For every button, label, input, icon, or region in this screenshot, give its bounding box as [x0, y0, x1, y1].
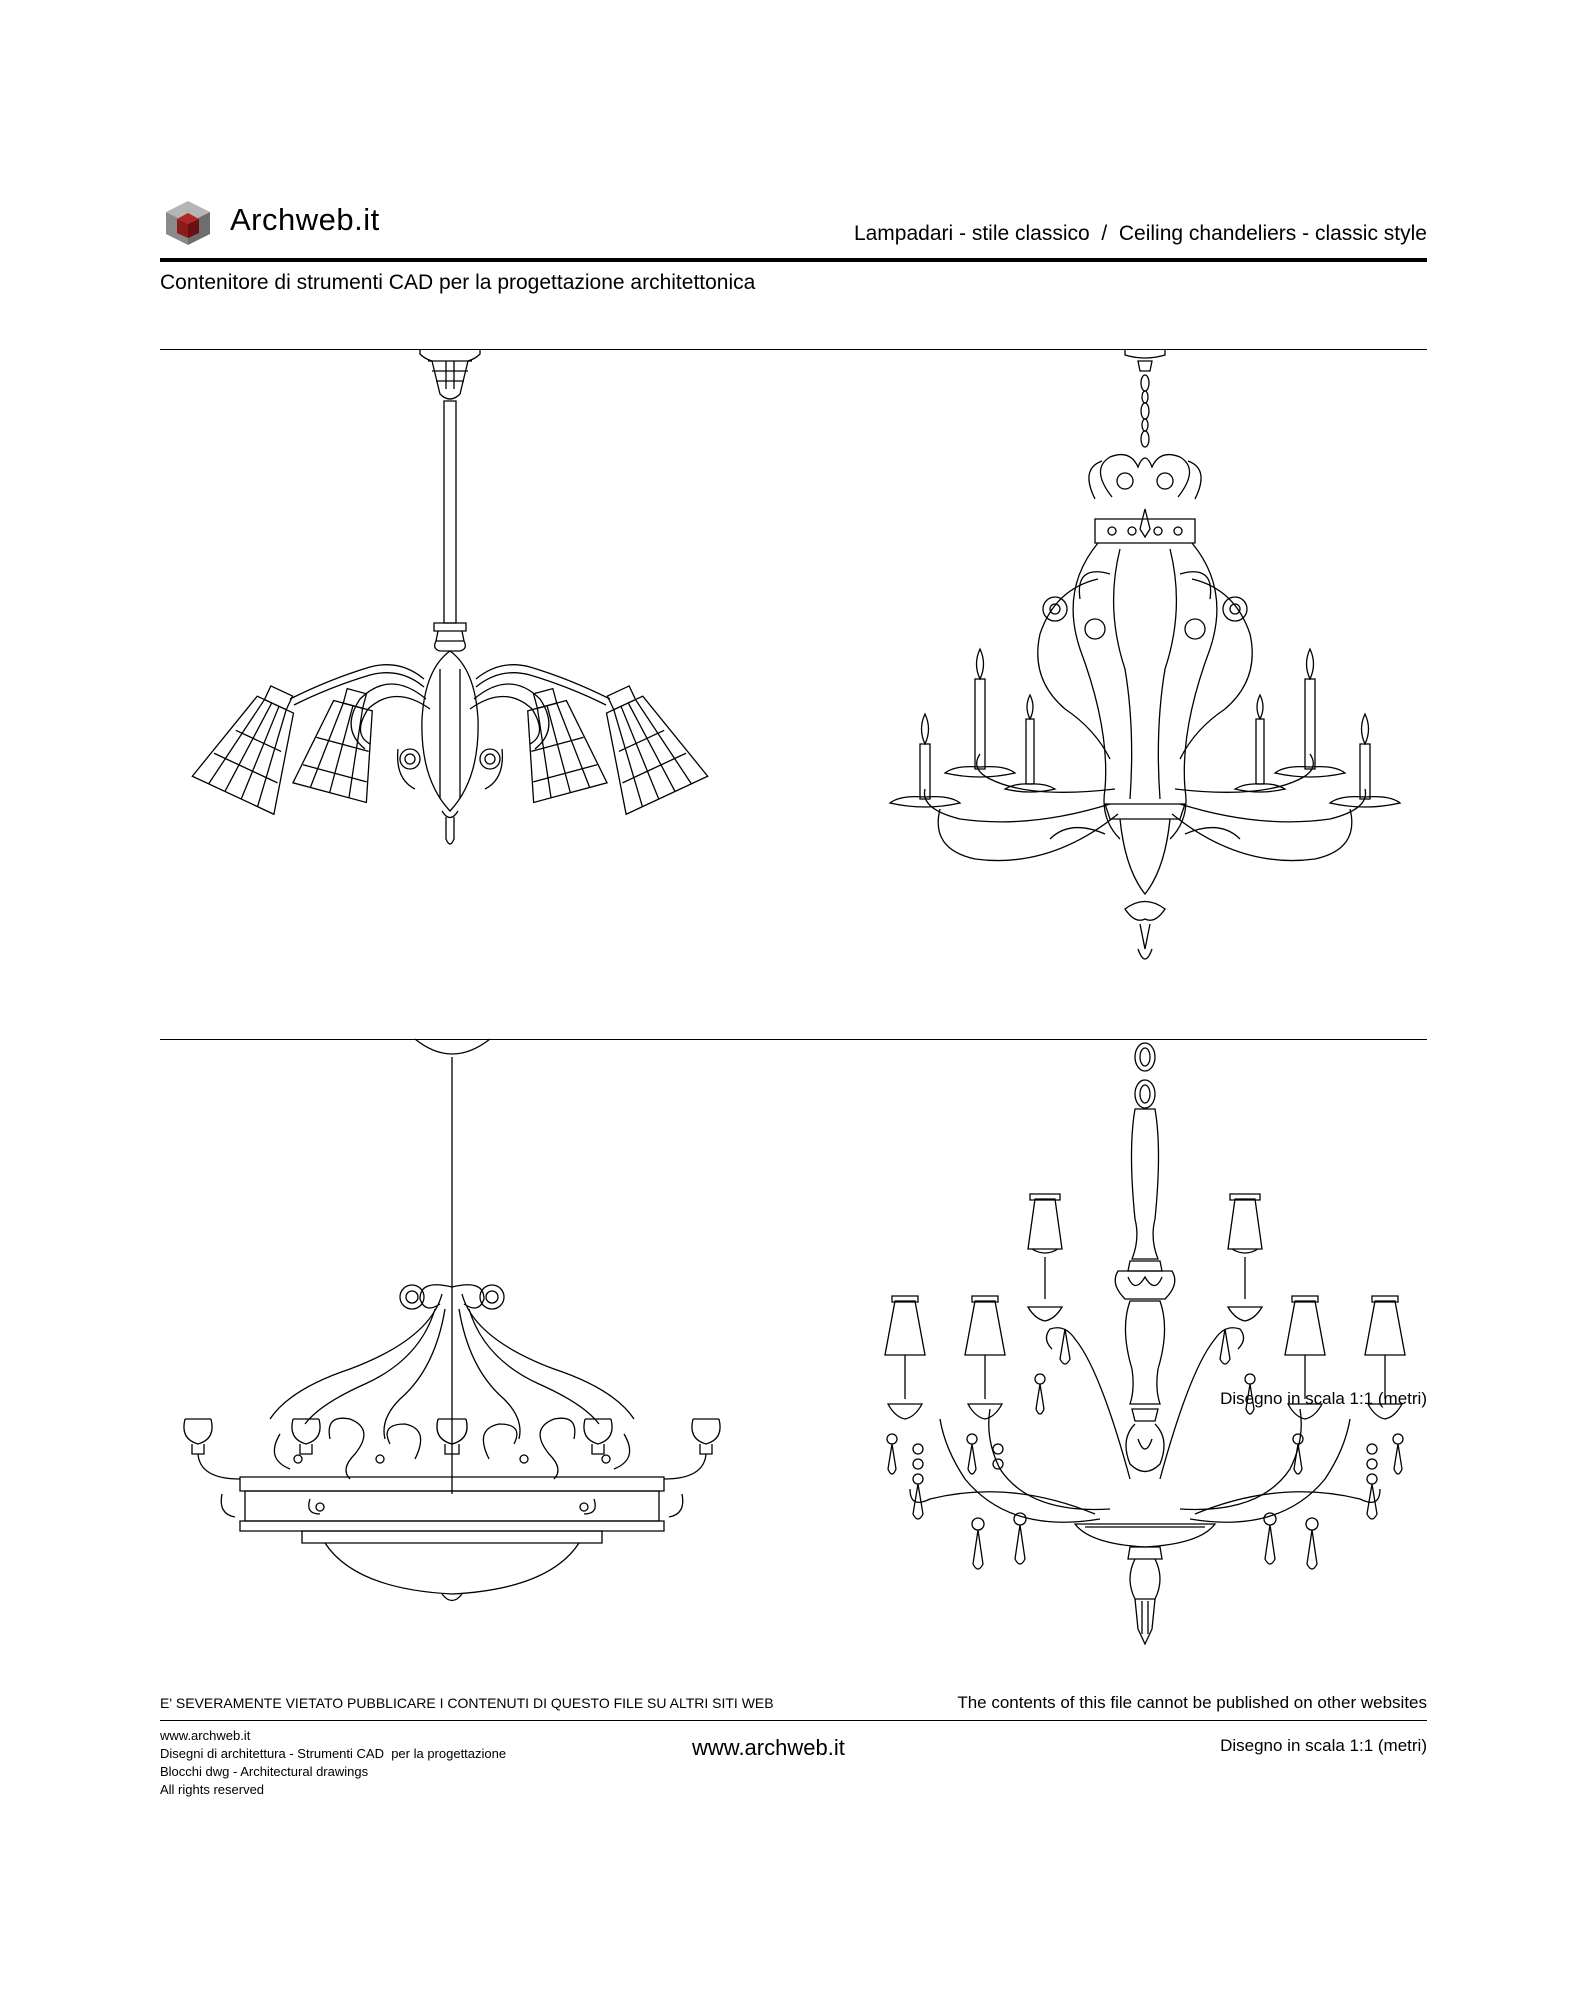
footer-info	[160, 1727, 506, 1799]
footer-rule	[160, 1720, 1427, 1721]
footer-website-link[interactable]: www.archweb.it	[692, 1735, 845, 1760]
brand-name: Archweb.it	[230, 202, 380, 237]
chandelier-tulip-shades	[170, 349, 730, 859]
chandelier-bowl-scroll	[180, 1039, 730, 1609]
tagline: Contenitore di strumenti CAD per la progettazione architettonica	[160, 271, 756, 294]
page-title: Lampadari - stile classico / Ceiling chandeliers - classic style	[853, 222, 1427, 245]
footer-line: www.archweb.it	[160, 1728, 251, 1743]
footer-line: Disegni di architettura - Strumenti CAD per la progettazione	[160, 1746, 507, 1761]
drawing-scale-note: Disegno in scala 1:1 (metri)	[1220, 1389, 1427, 1408]
header-rule	[160, 258, 1427, 262]
footer-line: Blocchi dwg - Architectural drawings	[160, 1764, 369, 1779]
copyright-warning-english: The contents of this file cannot be published on other websites	[957, 1693, 1427, 1712]
footer-scale-note: Disegno in scala 1:1 (metri)	[1220, 1736, 1427, 1755]
copyright-warning-italian: E' SEVERAMENTE VIETATO PUBBLICARE I CONTENUTI DI QUESTO FILE SU ALTRI SITI WEB	[160, 1695, 774, 1711]
chandelier-wrought-iron-candles	[880, 349, 1410, 974]
archweb-cube-icon	[163, 199, 213, 247]
footer-line: All rights reserved	[160, 1782, 265, 1797]
chandelier-crystal-shades	[880, 1039, 1410, 1649]
